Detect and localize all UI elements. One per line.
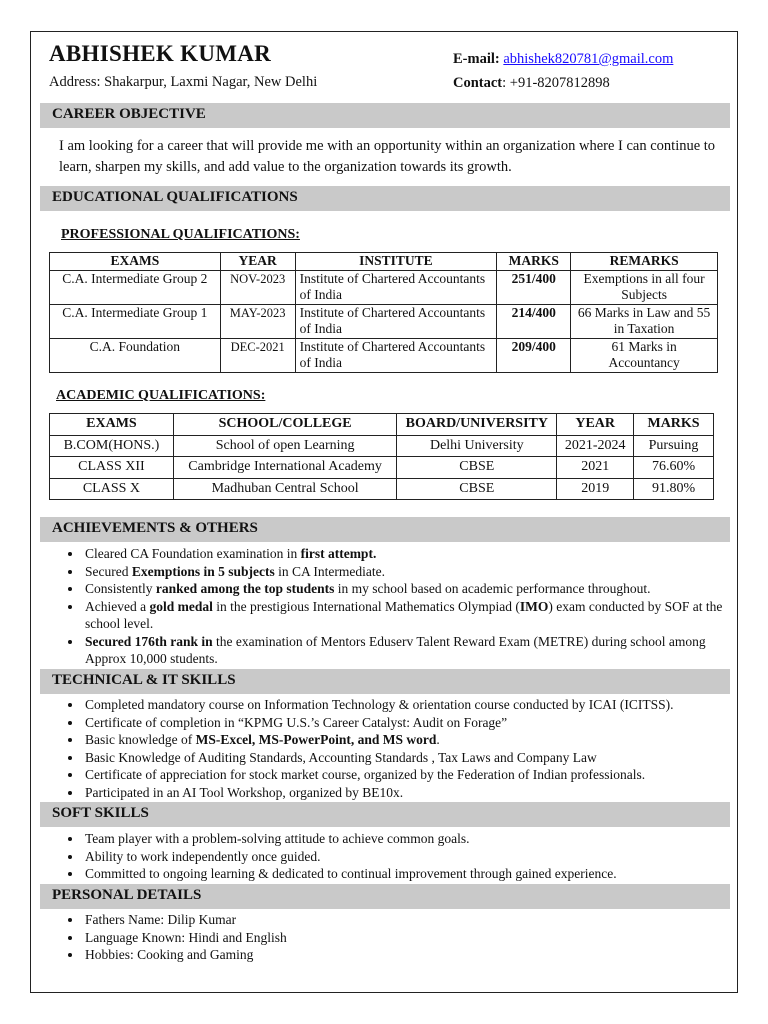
table-row: [50, 435, 714, 457]
marks-cell: 251/400: [497, 270, 571, 304]
list-item: • Participated in an AI Tool Workshop, organized by BE10x.: [83, 784, 743, 802]
contact-label: Contact: [453, 75, 503, 91]
list-item: [83, 563, 743, 581]
year-cell: MAY-2023: [220, 304, 295, 338]
list-item: [83, 598, 743, 633]
school-cell: School of open Learning: [173, 435, 396, 457]
list-item: • Fathers Name: Dilip Kumar: [83, 911, 743, 929]
academic-qualifications-title: ACADEMIC QUALIFICATIONS:: [56, 388, 266, 403]
section-soft-skills: SOFT SKILLS: [40, 802, 730, 827]
exam-cell: C.A. Foundation: [50, 338, 221, 372]
list-item: • Language Known: Hindi and English: [83, 929, 743, 947]
item-bold: gold medal: [149, 598, 213, 614]
resume-page: [30, 31, 738, 993]
board-cell: CBSE: [397, 457, 557, 479]
item-bold: MS-Excel, MS-PowerPoint, and MS word: [195, 732, 437, 747]
address: Address: Shakarpur, Laxmi Nagar, New Delhi: [49, 74, 318, 90]
list-item: • Hobbies: Cooking and Gaming: [83, 946, 743, 964]
email-line: [453, 51, 673, 68]
item-text: the examination of Mentors Eduserv Talent Reward Exam (METRE) during school among Approx 10,000 students.: [85, 633, 706, 666]
list-item: • Completed mandatory course on Information Technology & orientation course conducted by ICAI (ICITSS).: [83, 696, 743, 714]
column-header: EXAMS: [50, 253, 221, 271]
column-header: REMARKS: [571, 253, 718, 271]
table-row: [50, 457, 714, 479]
section-achievements: ACHIEVEMENTS & OTHERS: [40, 517, 730, 542]
email-link[interactable]: abhishek820781@gmail.com: [503, 51, 674, 67]
item-bold: Secured 176th rank in: [85, 633, 213, 649]
exam-cell: C.A. Intermediate Group 2: [50, 270, 221, 304]
column-header: MARKS: [497, 253, 571, 271]
marks-cell: Pursuing: [634, 435, 714, 457]
column-header: SCHOOL/COLLEGE: [173, 414, 396, 436]
section-personal-details: PERSONAL DETAILS: [40, 884, 730, 909]
item-text: .: [436, 732, 440, 747]
list-item: [83, 731, 743, 749]
item-text: Cleared CA Foundation examination in: [85, 546, 301, 561]
section-career-objective: CAREER OBJECTIVE: [40, 103, 730, 128]
item-text: ) exam conducted by SOF at the school level.: [85, 598, 723, 631]
marks-cell: 76.60%: [634, 457, 714, 479]
institute-cell: Institute of Chartered Accountants of India: [295, 304, 497, 338]
column-header: EXAMS: [50, 414, 174, 436]
year-cell: 2021: [557, 457, 634, 479]
list-item: • Team player with a problem-solving attitude to achieve common goals.: [83, 830, 743, 848]
table-row: [50, 478, 714, 500]
list-item: • Certificate of completion in “KPMG U.S.’s Career Catalyst: Audit on Forage”: [83, 714, 743, 732]
exam-cell: CLASS XII: [50, 457, 174, 479]
column-header: MARKS: [634, 414, 714, 436]
item-bold: Exemptions in 5 subjects: [131, 563, 275, 579]
item-text: in CA Intermediate.: [274, 563, 385, 579]
candidate-name: ABHISHEK KUMAR: [49, 41, 272, 66]
section-technical-skills: TECHNICAL & IT SKILLS: [40, 669, 730, 694]
soft-skills-list: [61, 830, 743, 883]
item-bold: ranked among the top students: [155, 581, 335, 596]
school-cell: Cambridge International Academy: [173, 457, 396, 479]
column-header: INSTITUTE: [295, 253, 497, 271]
achievements-list: [61, 545, 743, 668]
exam-cell: CLASS X: [50, 478, 174, 500]
professional-qualifications-title: PROFESSIONAL QUALIFICATIONS:: [61, 227, 300, 242]
table-row: [50, 270, 718, 304]
column-header: YEAR: [557, 414, 634, 436]
contact-line: [453, 75, 610, 92]
technical-skills-list: [61, 696, 743, 801]
list-item: • Ability to work independently once guided.: [83, 848, 743, 866]
remarks-cell: 61 Marks in Accountancy: [571, 338, 718, 372]
item-text: in my school based on academic performance throughout.: [334, 581, 651, 596]
item-text: Secured: [85, 563, 132, 579]
list-item: • Committed to ongoing learning & dedicated to continual improvement through gained experience.: [83, 865, 743, 883]
column-header: YEAR: [220, 253, 295, 271]
remarks-cell: Exemptions in all four Subjects: [571, 270, 718, 304]
list-item: [83, 633, 743, 668]
list-item: • Basic Knowledge of Auditing Standards, Accounting Standards , Tax Laws and Company Law: [83, 749, 743, 767]
professional-qualifications-table: [49, 252, 718, 373]
section-educational-qualifications: EDUCATIONAL QUALIFICATIONS: [40, 186, 730, 211]
career-objective-text: I am looking for a career that will provide me with an opportunity within an organization where I can continue to learn, sharpen my skills, and add value to the organization towards its growth.: [59, 138, 716, 175]
year-cell: 2019: [557, 478, 634, 500]
board-cell: CBSE: [397, 478, 557, 500]
marks-cell: 209/400: [497, 338, 571, 372]
item-bold: IMO: [519, 598, 549, 614]
table-header-row: [50, 414, 714, 436]
list-item: • Certificate of appreciation for stock market course, organized by the Federation of Indian professionals.: [83, 766, 743, 784]
year-cell: DEC-2021: [220, 338, 295, 372]
email-label: E-mail:: [453, 51, 504, 67]
marks-cell: 214/400: [497, 304, 571, 338]
table-header-row: [50, 253, 718, 271]
table-row: [50, 338, 718, 372]
year-cell: NOV-2023: [220, 270, 295, 304]
exam-cell: C.A. Intermediate Group 1: [50, 304, 221, 338]
item-text: Consistently: [85, 581, 156, 596]
list-item: [83, 580, 743, 598]
academic-qualifications-table: [49, 413, 714, 500]
list-item: [83, 545, 743, 563]
exam-cell: B.COM(HONS.): [50, 435, 174, 457]
school-cell: Madhuban Central School: [173, 478, 396, 500]
year-cell: 2021-2024: [557, 435, 634, 457]
marks-cell: 91.80%: [634, 478, 714, 500]
item-text: Basic knowledge of: [85, 732, 196, 747]
board-cell: Delhi University: [397, 435, 557, 457]
column-header: BOARD/UNIVERSITY: [397, 414, 557, 436]
remarks-cell: 66 Marks in Law and 55 in Taxation: [571, 304, 718, 338]
institute-cell: Institute of Chartered Accountants of India: [295, 338, 497, 372]
table-row: [50, 304, 718, 338]
institute-cell: Institute of Chartered Accountants of India: [295, 270, 497, 304]
contact-value: : +91-8207812898: [502, 75, 610, 91]
item-text: in the prestigious International Mathematics Olympiad (: [212, 598, 520, 614]
personal-details-list: [61, 911, 743, 964]
item-bold: first attempt.: [300, 546, 377, 561]
item-text: Achieved a: [85, 598, 150, 614]
